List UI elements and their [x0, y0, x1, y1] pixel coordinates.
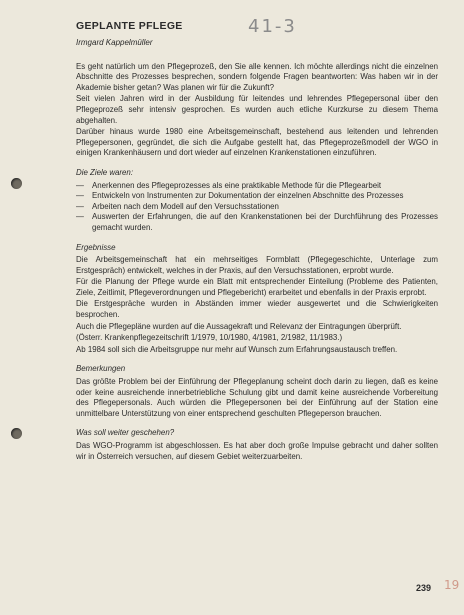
- page-number: 239: [416, 583, 432, 593]
- paragraph: (Österr. Krankenpflegezeitschrift 1/1979, 10/1980, 4/1981, 2/1982, 11/1983.): [76, 333, 343, 343]
- punch-hole: [11, 178, 22, 189]
- section-heading-next: Was soll weiter geschehen?: [76, 428, 175, 438]
- handwritten-note: 41-3: [248, 16, 297, 37]
- author-name: Irmgard Kappelmüller: [76, 38, 153, 47]
- list-item: — Auswerten der Erfahrungen, die auf den Krankenstationen bei der Durchführung des Prozesses gemacht wurden.: [76, 212, 438, 232]
- paragraph: Das WGO-Programm ist abgeschlossen. Es hat aber doch große Impulse gebracht und daher sollten wir in Österreich versuchen, auf diesem Gebiet weiterzuarbeiten.: [76, 441, 438, 461]
- section-heading-goals: Die Ziele waren:: [76, 167, 134, 177]
- article-body: [76, 20, 438, 463]
- article-title: GEPLANTE PFLEGE: [76, 20, 183, 32]
- section-heading-results: Ergebnisse: [76, 242, 116, 252]
- punch-hole: [11, 428, 22, 439]
- paragraph: Seit vielen Jahren wird in der Ausbildung für leitendes und lehrendes Pflegepersonal über den Pflegeprozeß sehr intensiv gesprochen. Es wurden auch etliche Kurzkurse zu diesem Thema abgehalten.: [76, 94, 438, 125]
- paragraph: Auch die Pflegepläne wurden auf die Aussagekraft und Relevanz der Eintragungen überprüft.: [76, 321, 402, 331]
- goals-list: [76, 181, 438, 234]
- list-item: — Entwickeln von Instrumenten zur Dokumentation der einzelnen Abschnitte des Prozesses: [76, 191, 404, 201]
- paragraph: Das größte Problem bei der Einführung der Pflegeplanung scheint doch darin zu liegen, daß es keine oder keine ausreichende innerbetriebliche Schulung gibt und damit keine ausreichende Vorbereitung des Pflegepersonals. Auch würden die Pflegepersonen bei der Einführung auf der Station eine unmittelbare Unterstützung von einer entsprechend geschulten Pflegeperson brauchen.: [76, 377, 438, 418]
- paragraph: Die Arbeitsgemeinschaft hat ein mehrseitiges Formblatt (Pflegegeschichte, Unterlage zum Erstgespräch) entwickelt, welches in der Praxis, auf den Versuchsstationen, erprobt wurde.: [76, 255, 438, 275]
- list-item: — Arbeiten nach dem Modell auf den Versuchsstationen: [76, 201, 279, 211]
- list-item: — Anerkennen des Pflegeprozesses als eine praktikable Methode für die Pflegearbeit: [76, 180, 382, 190]
- paragraph: Ab 1984 soll sich die Arbeitsgruppe nur mehr auf Wunsch zum Erfahrungsaustausch treffen.: [76, 344, 398, 354]
- paragraph: Es geht natürlich um den Pflegeprozeß, den Sie alle kennen. Ich möchte allerdings nicht die einzelnen Abschnitte des Prozesses besprechen, sondern folgende Fragen beantworten: Was haben wir in der Akademie bisher getan? Was planen wir für die Zukunft?: [76, 61, 438, 92]
- paragraph: Für die Planung der Pflege wurde ein Blatt mit entsprechender Einteilung (Probleme des Patienten, Ziele, Zeitlimit, Pflegeverordnungen und Pflegebericht) erarbeitet und ebenfalls in der Praxis erprobt.: [76, 277, 438, 297]
- paragraph: Darüber hinaus wurde 1980 eine Arbeitsgemeinschaft, bestehend aus leitenden und lehrenden Pflegepersonen, gegründet, die sich die Aufgabe gestellt hat, das Pflegeprozeßmodell der WGO in einigen Krankenhäusern und dort wieder auf einzelnen Krankenstationen einzuführen.: [76, 127, 438, 158]
- section-heading-remarks: Bemerkungen: [76, 364, 126, 374]
- paragraph: Die Erstgespräche wurden in Abständen immer wieder ausgewertet und die Schwierigkeiten besprochen.: [76, 299, 438, 320]
- handwritten-corner-note: 19: [444, 578, 460, 592]
